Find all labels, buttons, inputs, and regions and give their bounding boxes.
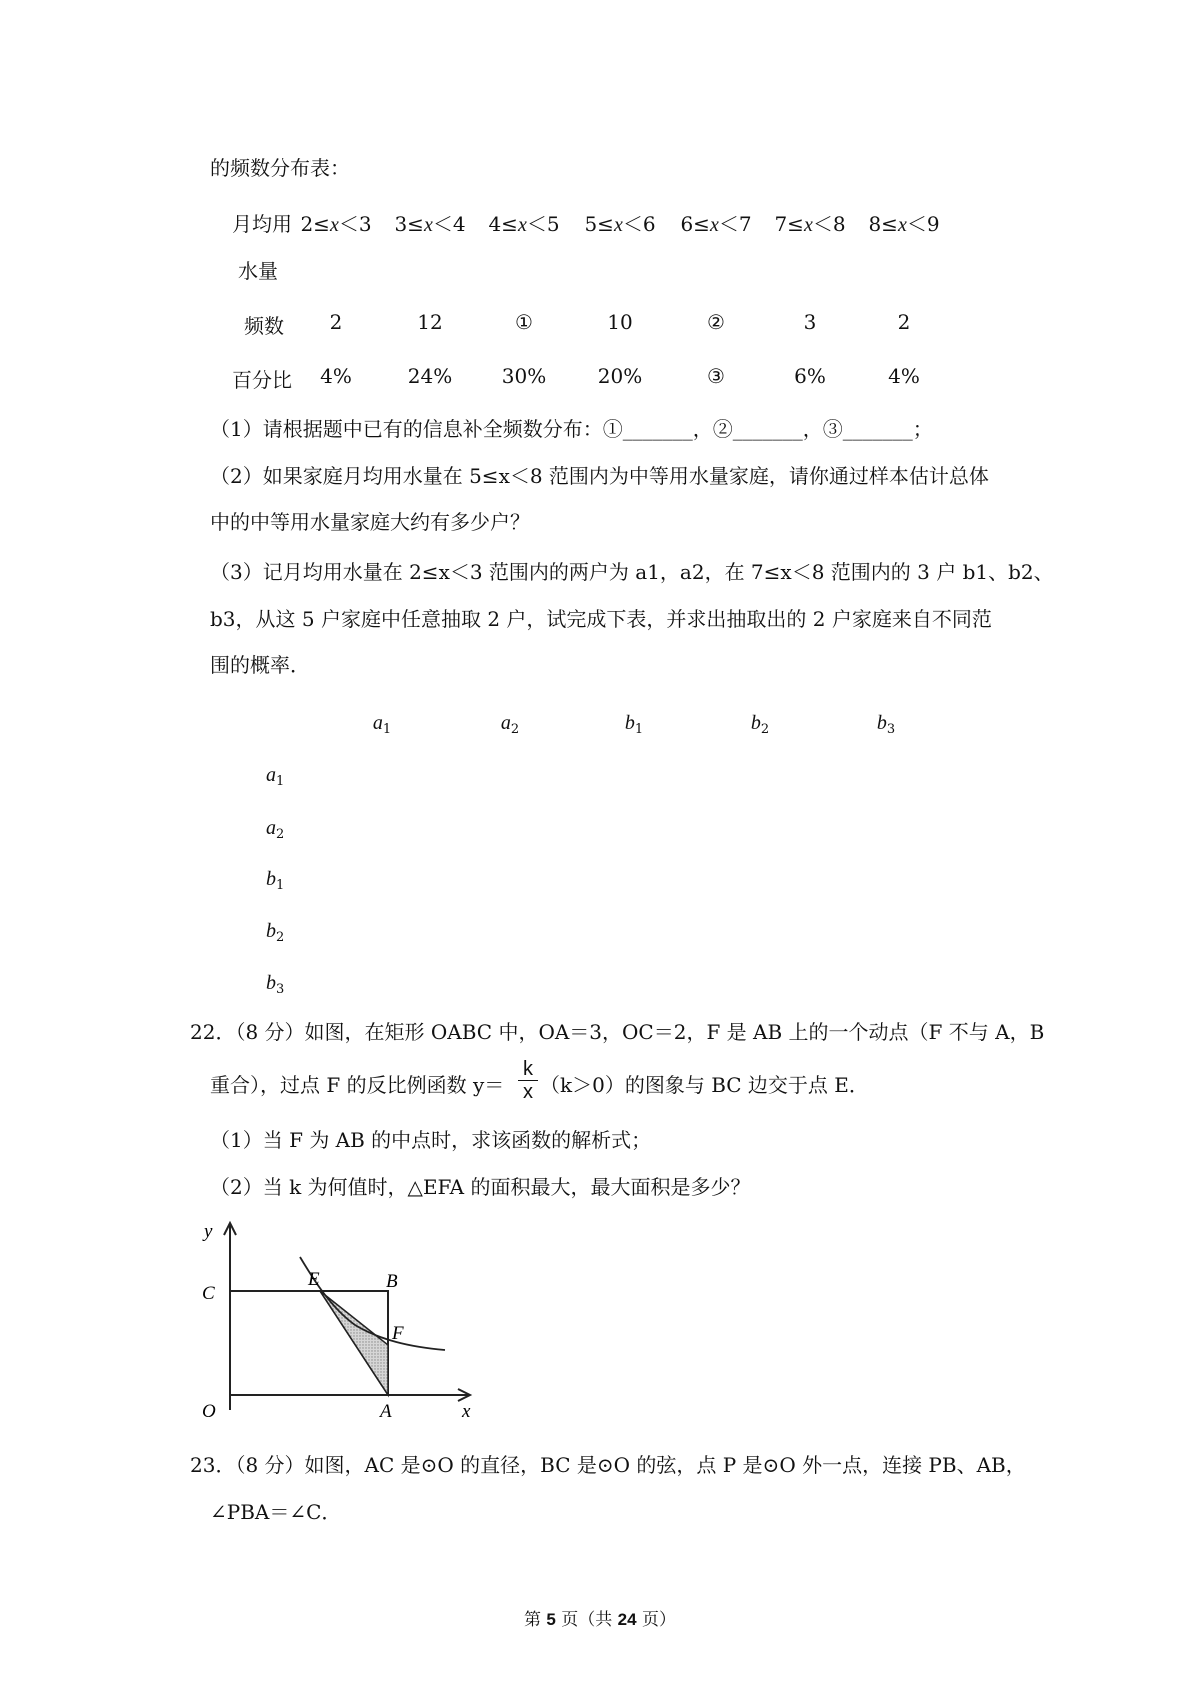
range-cell-1: 2≤x＜3	[300, 212, 372, 236]
footer-prefix: 第	[523, 1610, 547, 1630]
footer-suffix: 页）	[636, 1610, 676, 1630]
pair-row-header-5: $b_3$	[266, 972, 285, 997]
q23-line1: 23．（8 分）如图，AC 是⊙O 的直径，BC 是⊙O 的弦，点 P 是⊙O 外一点，连接 PB、AB，	[190, 1453, 1026, 1477]
footer-total-pages: 24	[617, 1610, 637, 1629]
fraction-denominator: x	[523, 1081, 533, 1103]
q22-part1: （1）当 F 为 AB 的中点时，求该函数的解析式；	[210, 1128, 652, 1152]
range-cell-3: 4≤x＜5	[488, 212, 560, 236]
pct-cell-2: 24%	[407, 364, 453, 388]
label-b: B	[386, 1271, 398, 1292]
q22-part2: （2）当 k 为何值时，△EFA 的面积最大，最大面积是多少？	[210, 1175, 751, 1199]
q21-part3-line2: b3，从这 5 户家庭中任意抽取 2 户，试完成下表，并求出抽取出的 2 户家庭来自不同范	[210, 607, 992, 631]
footer-page-number: 5	[546, 1610, 556, 1629]
pair-col-header-1: $a_1$	[372, 712, 392, 737]
label-c: C	[202, 1283, 215, 1304]
fraction-k-over-x	[518, 1058, 538, 1103]
page-footer	[0, 1605, 1200, 1630]
range-cell-4: 5≤x＜6	[584, 212, 656, 236]
pair-col-header-5: $b_3$	[876, 712, 896, 737]
freq-row-label: 频数	[244, 314, 284, 338]
pair-row-header-3: $b_1$	[266, 868, 285, 893]
pct-cell-3: 30%	[501, 364, 547, 388]
freq-cell-5: ②	[707, 310, 725, 334]
q21-part3-line1: （3）记月均用水量在 2≤x＜3 范围内的两户为 a1，a2，在 7≤x＜8 范围内的 3 户 b1、b2、	[210, 560, 1054, 584]
label-f: F	[392, 1323, 404, 1344]
pair-row-header-2: $a_2$	[266, 817, 285, 842]
q21-part3-line3: 围的概率．	[210, 653, 310, 677]
pct-cell-1: 4%	[320, 364, 352, 388]
pct-cell-5: ③	[707, 364, 725, 388]
freq-cell-1: 2	[329, 310, 343, 334]
pct-cell-6: 6%	[794, 364, 826, 388]
q21-part2-line2: 中的中等用水量家庭大约有多少户？	[210, 510, 530, 534]
freq-header-label-2: 水量	[238, 259, 278, 283]
q22-line2-a: 重合），过点 F 的反比例函数 y＝	[210, 1073, 505, 1097]
freq-cell-7: 2	[897, 310, 911, 334]
intro-line: 的频数分布表：	[210, 156, 350, 180]
pair-col-header-2: $a_2$	[500, 712, 520, 737]
q22-line2-b: （k＞0）的图象与 BC 边交于点 E．	[540, 1073, 869, 1097]
freq-cell-3: ①	[515, 310, 533, 334]
q22-line1: 22．（8 分）如图，在矩形 OABC 中，OA＝3，OC＝2，F 是 AB 上的一个动点（F 不与 A，B	[190, 1020, 1045, 1044]
rectangle-hyperbola-figure	[200, 1215, 480, 1430]
pct-cell-7: 4%	[888, 364, 920, 388]
freq-header-label: 月均用	[232, 212, 292, 236]
label-e: E	[308, 1269, 320, 1290]
pair-col-header-3: $b_1$	[624, 712, 644, 737]
pct-row-label: 百分比	[232, 368, 292, 392]
pair-row-header-4: $b_2$	[266, 920, 285, 945]
range-cell-7: 8≤x＜9	[868, 212, 940, 236]
q21-part2-line1: （2）如果家庭月均用水量在 5≤x＜8 范围内为中等用水量家庭，请你通过样本估计总体	[210, 464, 989, 488]
freq-cell-4: 10	[607, 310, 633, 334]
label-y: y	[204, 1221, 213, 1242]
pair-row-header-1: $a_1$	[266, 764, 285, 789]
label-o: O	[202, 1401, 216, 1422]
range-cell-2: 3≤x＜4	[394, 212, 466, 236]
label-a: A	[380, 1401, 392, 1422]
pair-col-header-4: $b_2$	[750, 712, 770, 737]
footer-middle: 页（共	[555, 1610, 618, 1630]
q23-line2: ∠PBA＝∠C．	[210, 1500, 342, 1524]
q21-part1: （1）请根据题中已有的信息补全频数分布：①_______，②_______，③_______；	[210, 417, 933, 441]
range-cell-6: 7≤x＜8	[774, 212, 846, 236]
label-x: x	[462, 1401, 471, 1422]
freq-cell-2: 12	[417, 310, 443, 334]
range-cell-5: 6≤x＜7	[680, 212, 752, 236]
pct-cell-4: 20%	[597, 364, 643, 388]
freq-cell-6: 3	[803, 310, 817, 334]
fraction-numerator: k	[523, 1058, 533, 1080]
